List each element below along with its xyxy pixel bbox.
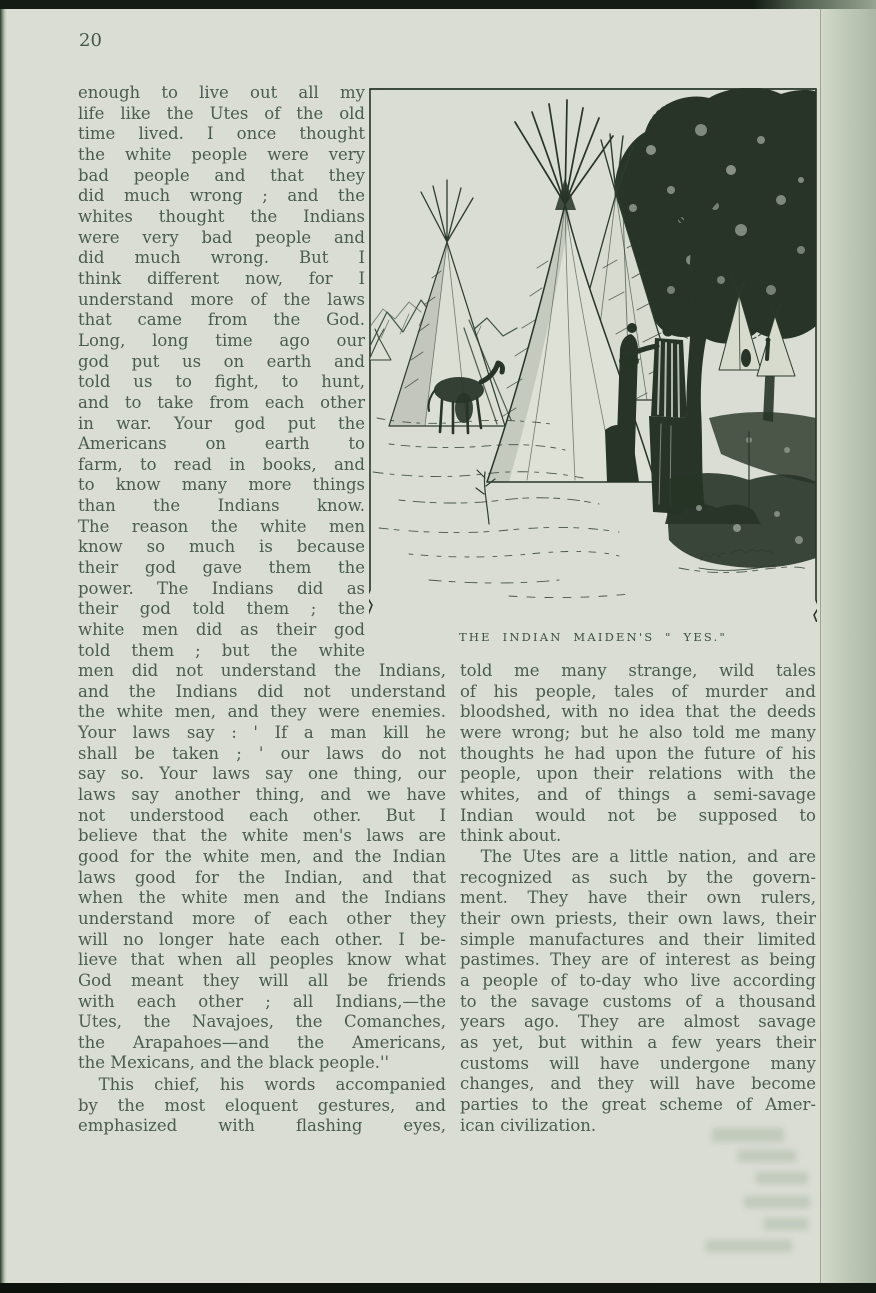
text-line: understand more of the laws (78, 289, 365, 309)
text-line: The reason the white men (78, 516, 365, 536)
text-line: their god gave them the (78, 558, 365, 578)
text-line: their own priests, their own laws, their (460, 908, 816, 928)
text-line: their god told them ; the (78, 599, 365, 619)
page-right-curl-shadow (820, 0, 876, 1293)
text-line: that came from the God. (78, 310, 365, 330)
text-line: This chief, his words accompanied (98, 1075, 446, 1094)
text-line: whites thought the Indians (78, 206, 365, 226)
left-column-paragraph-2 (78, 1075, 446, 1137)
text-line: bloodshed, with no idea that the deeds (460, 702, 816, 722)
text-line: than the Indians know. (78, 496, 365, 516)
text-line: parties to the great scheme of Amer- (460, 1094, 816, 1114)
text-line: simple manufactures and their limited (460, 929, 816, 949)
text-line: Americans on earth to (78, 434, 365, 454)
text-line: did much wrong. But I (78, 248, 365, 268)
text-line: of his people, tales of murder and (460, 681, 816, 701)
text-line: did much wrong ; and the (78, 186, 365, 206)
text-line: will no longer hate each other. I be- (78, 929, 446, 949)
text-line: to know many more things (78, 475, 365, 495)
text-line: Your laws say : ' If a man kill he (78, 722, 446, 742)
text-line: know so much is because (78, 537, 365, 557)
text-line: and to take from each other (78, 392, 365, 412)
text-line: people, upon their relations with the (460, 764, 816, 784)
text-line: told us to fight, to hunt, (78, 372, 365, 392)
scan-bottom-edge (0, 1283, 876, 1293)
text-line: pastimes. They are of interest as being (460, 950, 816, 970)
scan-top-edge (0, 0, 876, 9)
scan-left-edge (0, 0, 7, 1293)
indian-camp-illustration (369, 88, 817, 622)
text-line: believe that the white men's laws are (78, 826, 446, 846)
text-line: laws good for the Indian, and that (78, 867, 446, 887)
text-line: lieve that when all peoples know what (78, 950, 446, 970)
text-line: Indian would not be supposed to (460, 805, 816, 825)
text-line: good for the white men, and the Indian (78, 846, 446, 866)
text-line: think different now, for I (78, 268, 365, 288)
text-line: were very bad people and (78, 227, 365, 247)
text-line: The Utes are a little nation, and are (480, 847, 816, 866)
text-line: ican civilization. (460, 1115, 597, 1135)
text-line: ment. They have their own rulers, (460, 888, 816, 908)
text-line: told them ; but the white (78, 640, 365, 660)
text-line: the Mexicans, and the black people.'' (78, 1053, 390, 1073)
right-column-paragraph-2 (460, 847, 816, 1136)
text-line: power. The Indians did as (78, 578, 365, 598)
text-line: when the white men and the Indians (78, 888, 446, 908)
text-line: say so. Your laws say one thing, our (78, 764, 446, 784)
text-line: changes, and they will have become (460, 1074, 816, 1094)
page-number: 20 (79, 30, 102, 51)
text-line: life like the Utes of the old (78, 103, 365, 123)
text-line: a people of to-day who live according (460, 970, 816, 990)
text-line: years ago. They are almost savage (460, 1012, 816, 1032)
text-line: enough to live out all my (78, 83, 365, 102)
text-line: god put us on earth and (78, 351, 365, 371)
figure-caption: THE INDIAN MAIDEN'S " YES." (459, 630, 727, 644)
text-line: Utes, the Navajoes, the Comanches, (78, 1012, 446, 1032)
text-line: recognized as such by the govern- (460, 867, 816, 887)
text-line: God meant they will all be friends (78, 970, 446, 990)
text-line: think about. (460, 826, 562, 846)
right-column-paragraph-1 (460, 661, 816, 847)
text-line: the white people were very (78, 144, 365, 164)
text-line: emphasized with flashing eyes, (78, 1116, 446, 1136)
text-line: time lived. I once thought (78, 124, 365, 144)
text-line: white men did as their god (78, 620, 365, 640)
text-line: to the savage customs of a thousand (460, 991, 816, 1011)
text-line: whites, and of things a semi-savage (460, 784, 816, 804)
text-line: in war. Your god put the (78, 413, 365, 433)
text-line: the white men, and they were enemies. (78, 702, 446, 722)
left-column-narrow (78, 83, 365, 661)
text-line: men did not understand the Indians, (78, 661, 446, 680)
text-line: and the Indians did not understand (78, 681, 446, 701)
text-line: farm, to read in books, and (78, 454, 365, 474)
text-line: told me many strange, wild tales (460, 661, 816, 680)
text-line: not understood each other. But I (78, 805, 446, 825)
text-line: Long, long time ago our (78, 330, 365, 350)
left-column-paragraph-1 (78, 661, 446, 1074)
text-line: were wrong; but he also told me many (460, 722, 816, 742)
text-line: shall be taken ; ' our laws do not (78, 743, 446, 763)
text-line: understand more of each other they (78, 908, 446, 928)
text-line: by the most eloquent gestures, and (78, 1095, 446, 1115)
text-line: the Arapahoes—and the Americans, (78, 1032, 446, 1052)
text-line: customs will have undergone many (460, 1053, 816, 1073)
text-line: bad people and that they (78, 165, 365, 185)
text-line: thoughts he had upon the future of his (460, 743, 816, 763)
text-line: with each other ; all Indians,—the (78, 991, 446, 1011)
text-line: as yet, but within a few years their (460, 1032, 816, 1052)
figure (369, 88, 817, 622)
text-line: laws say another thing, and we have (78, 784, 446, 804)
